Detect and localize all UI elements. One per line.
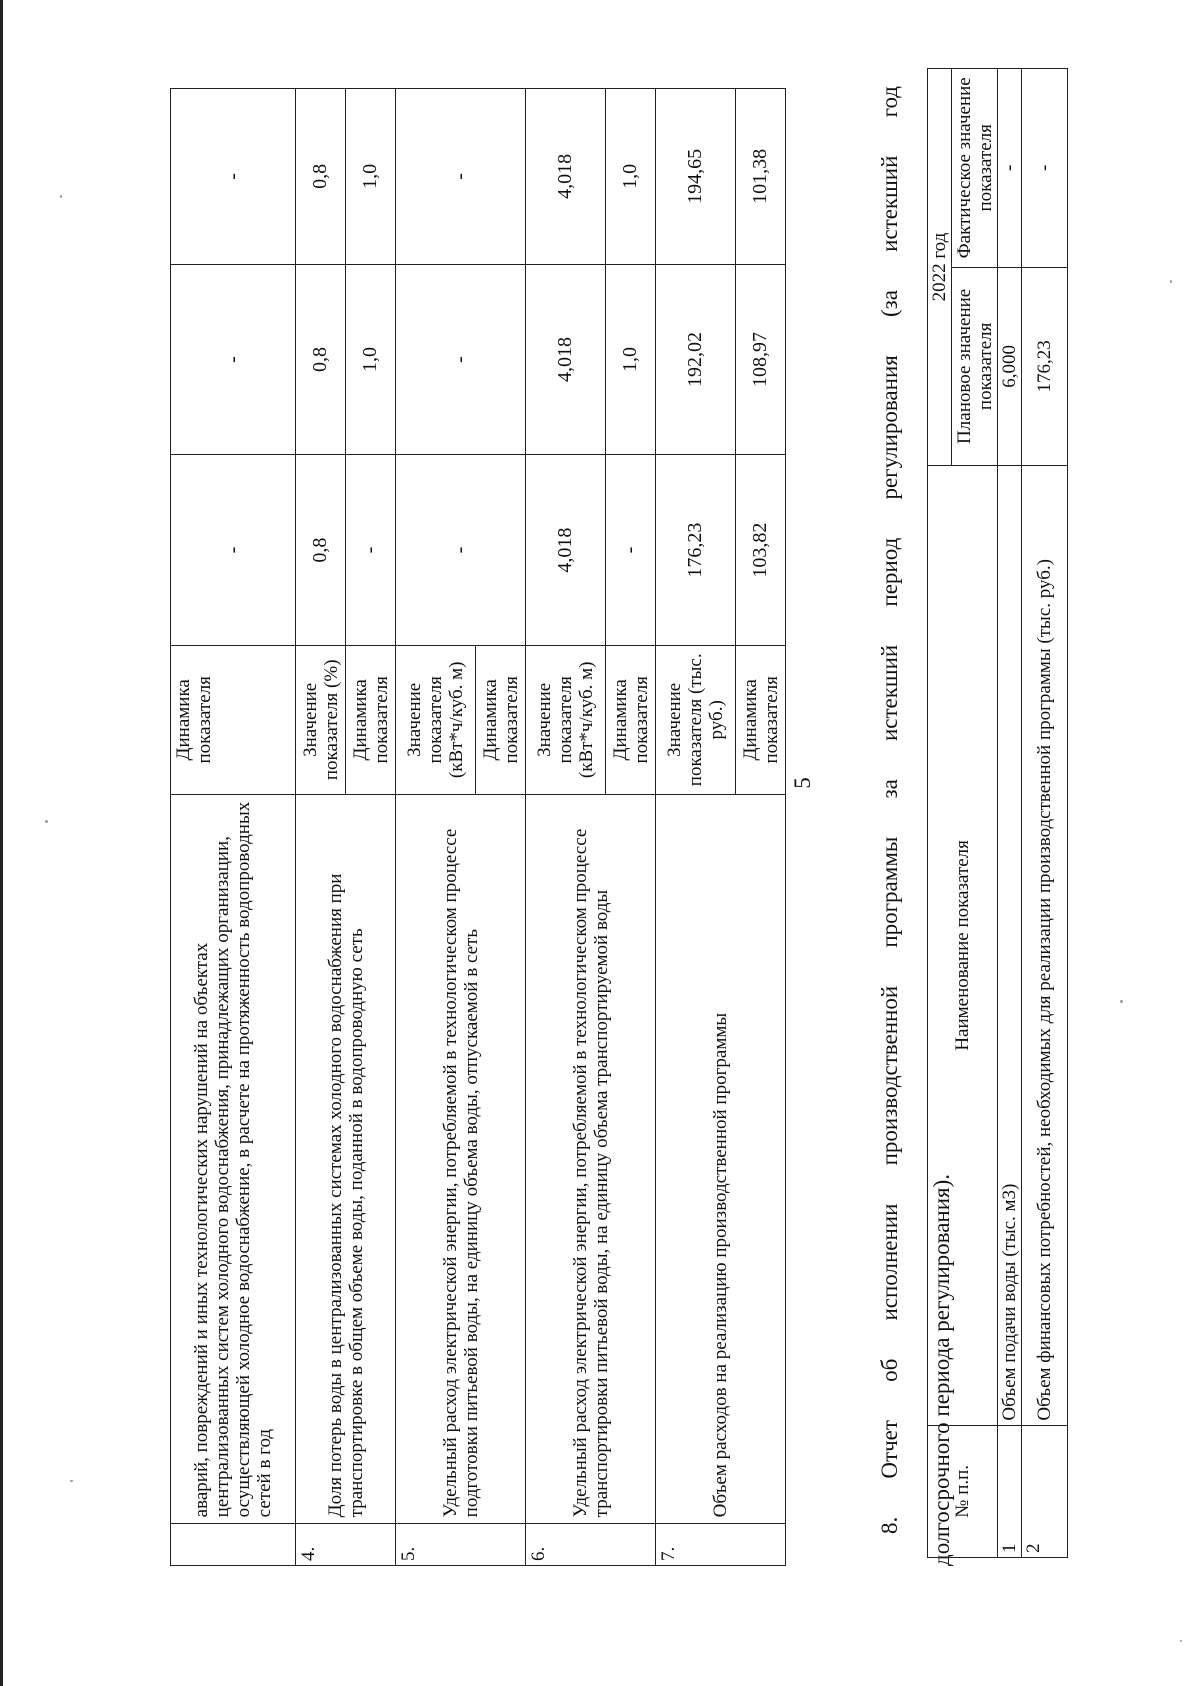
indicator-name: Доля потерь воды в централизованных системах холодного водоснабжения при транспортировке в общем объеме воды, поданной в водопроводную сеть — [296, 794, 396, 1524]
scan-speck — [60, 195, 62, 198]
value-cell: - — [396, 89, 526, 265]
scan-speck — [1170, 280, 1172, 283]
scan-speck — [45, 820, 48, 823]
row-number: 2 — [1022, 1425, 1068, 1557]
value-cell: 101,38 — [736, 89, 786, 265]
indicator-label: Значение показателя (%) — [296, 645, 346, 794]
row-number: 1 — [998, 1425, 1022, 1557]
fact-value: - — [1022, 69, 1068, 268]
fact-value: - — [998, 69, 1022, 268]
table-row — [1022, 69, 1068, 1558]
indicator-label: Значение показателя (кВт*ч/куб. м) — [396, 645, 476, 794]
indicator-label: Динамика показателя — [736, 645, 786, 794]
scan-speck — [70, 1480, 73, 1482]
table-row — [998, 69, 1022, 1558]
row-number: 5. — [396, 1524, 526, 1566]
row-number: 4. — [296, 1524, 396, 1566]
header-number: № п.п. — [928, 1425, 998, 1557]
value-cell: 4,018 — [526, 455, 606, 646]
indicator-label: Динамика показателя — [171, 645, 296, 794]
indicator-name: Объем расходов на реализацию производственной программы — [656, 794, 786, 1524]
table-row — [396, 89, 476, 1566]
value-cell: - — [396, 264, 526, 455]
indicator-label: Динамика показателя — [476, 645, 526, 794]
indicator-name: Удельный расход электрической энергии, потребляемой в технологическом процессе транспортировки питьевой воды, на единицу объема транспортируемой воды — [526, 794, 656, 1524]
indicator-name: Объем финансовых потребностей, необходимых для реализации производственной программы (тыс. руб.) — [1022, 466, 1068, 1426]
scan-speck — [1180, 1640, 1182, 1642]
value-cell: 0,8 — [296, 89, 346, 265]
value-cell: - — [171, 89, 296, 265]
value-cell: - — [171, 264, 296, 455]
program-report-table — [927, 68, 1068, 1558]
section-title-line-2: долгосрочного периода регулирования). — [929, 1173, 954, 1566]
value-cell: - — [396, 455, 526, 646]
page-number: 5 — [790, 777, 815, 789]
plan-value: 176,23 — [1022, 267, 1068, 466]
page-left-edge — [0, 0, 3, 1686]
indicator-name: аварий, повреждений и иных технологических нарушений на объектах централизованных систем холодного водоснабжения, принадлежащих организации, осуществляющей холодное водоснабжение, в расчете на протяженность водопроводных сетей в год — [171, 794, 296, 1524]
value-cell: - — [606, 455, 656, 646]
indicator-name: Объем подачи воды (тыс. м3) — [998, 466, 1022, 1426]
header-fact: Фактическое значение показателя — [952, 69, 998, 268]
value-cell: 194,65 — [656, 89, 736, 265]
row-number: 7. — [656, 1524, 786, 1566]
rotated-page-content — [165, 78, 1165, 1578]
value-cell: 1,0 — [346, 89, 396, 265]
table-row — [171, 89, 296, 1566]
row-number — [171, 1524, 296, 1566]
value-cell: 1,0 — [346, 264, 396, 455]
value-cell: 103,82 — [736, 455, 786, 646]
value-cell: 176,23 — [656, 455, 736, 646]
value-cell: - — [171, 455, 296, 646]
header-plan: Плановое значение показателя — [952, 267, 998, 466]
plan-value: 6,000 — [998, 267, 1022, 466]
indicator-name: Удельный расход электрической энергии, потребляемой в технологическом процессе подготовки питьевой воды, на единицу объема воды, отпускаемой в сеть — [396, 794, 526, 1524]
value-cell: 4,018 — [526, 89, 606, 265]
table-row — [296, 89, 346, 1566]
value-cell: 0,8 — [296, 264, 346, 455]
value-cell: 0,8 — [296, 455, 346, 646]
table-row — [656, 89, 736, 1566]
header-year: 2022 год — [928, 69, 952, 466]
indicators-table — [170, 88, 786, 1566]
table-row — [526, 89, 606, 1566]
table-header-row — [928, 69, 952, 1558]
value-cell: 4,018 — [526, 264, 606, 455]
header-name: Наименование показателя — [928, 466, 998, 1426]
value-cell: 192,02 — [656, 264, 736, 455]
value-cell: 1,0 — [606, 89, 656, 265]
value-cell: 108,97 — [736, 264, 786, 455]
value-cell: 1,0 — [606, 264, 656, 455]
value-cell: - — [346, 455, 396, 646]
indicator-label: Динамика показателя — [346, 645, 396, 794]
row-number: 6. — [526, 1524, 656, 1566]
section-title-line-1: 8. Отчет об исполнении производственной программы за истекший период регулирования (за истекший год — [877, 86, 902, 1534]
indicator-label: Значение показателя (кВт*ч/куб. м) — [526, 645, 606, 794]
indicator-label: Значение показателя (тыс. руб.) — [656, 645, 736, 794]
indicator-label: Динамика показателя — [606, 645, 656, 794]
